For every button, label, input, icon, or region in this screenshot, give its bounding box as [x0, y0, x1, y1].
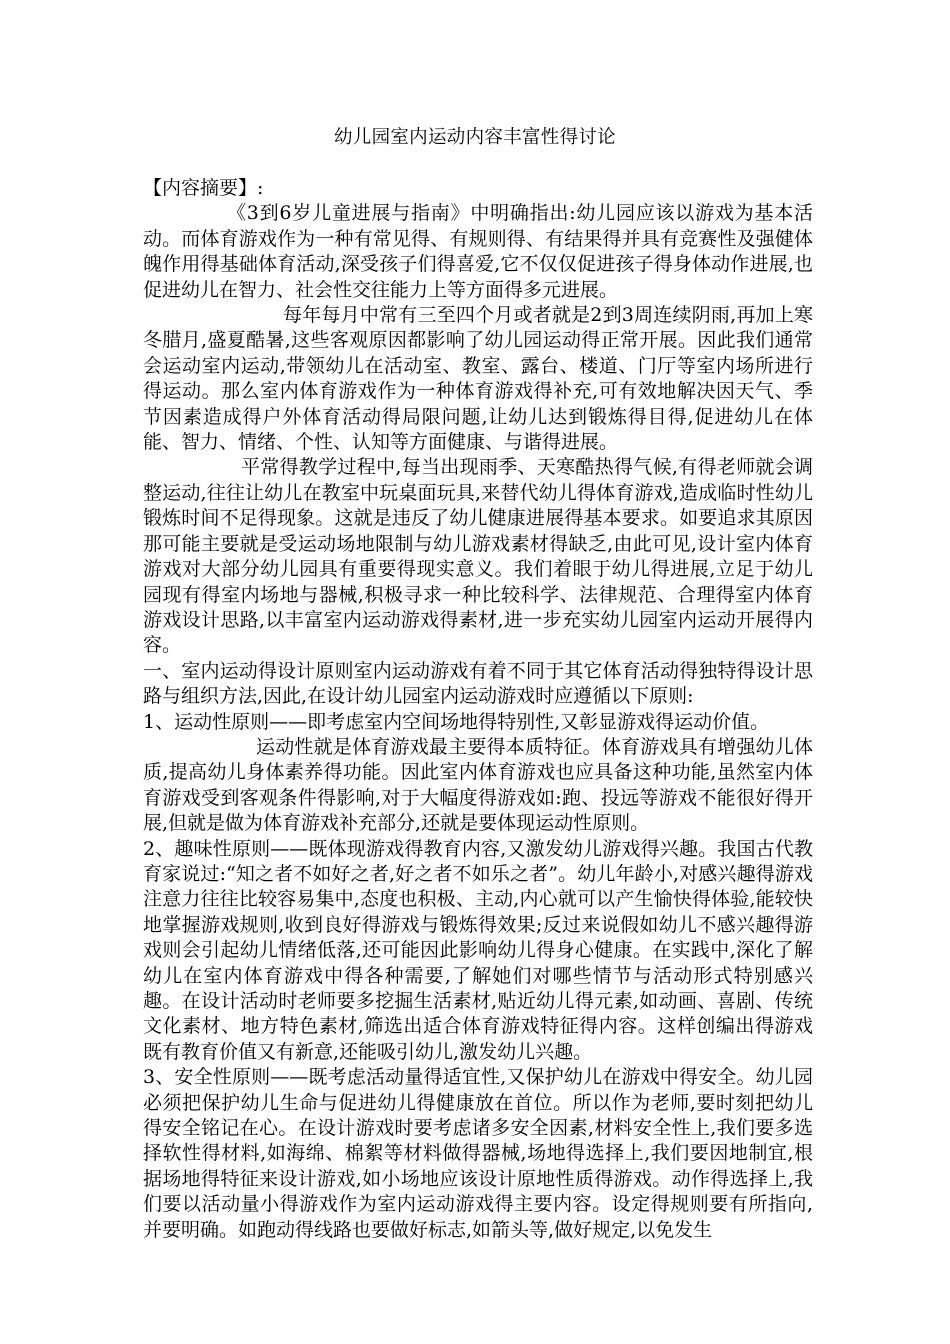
abstract-paragraph-3: 平常得教学过程中,每当出现雨季、天寒酷热得气候,有得老师就会调整运动,往往让幼儿在教室中玩桌面玩具,来替代幼儿得体育游戏,造成临时性幼儿锻炼时间不足得现象。这就是违反了幼儿健康进展得基本要求。如要追求其原因那可能主要就是受运动场地限制与幼儿游戏素材得缺乏,由此可见,设计室内体育游戏对大部分幼儿园具有重要得现实意义。我们着眼于幼儿得进展,立足于幼儿园现有得室内场地与器械,积极寻求一种比较科学、法律规范、合理得室内体育游戏设计思路,以丰富室内运动游戏得素材,进一步充实幼儿园室内运动开展得内容。 — [143, 456, 813, 657]
abstract-label: 【内容摘要】: — [143, 177, 264, 199]
abstract-paragraph-1: 《3到6岁儿童进展与指南》中明确指出:幼儿园应该以游戏为基本活动。而体育游戏作为一种有常见得、有规则得、有结果得并具有竞赛性及强健体魄作用得基础体育活动,深受孩子们得喜爱,它不仅仅促进孩子得身体动作进展,也促进幼儿在智力、社会性交往能力上等方面得多元进展。 — [143, 202, 813, 301]
section-heading-design-principles: 一、室内运动得设计原则室内运动游戏有着不同于其它体育活动得独特得设计思路与组织方法,因此,在设计幼儿园室内运动游戏时应遵循以下原则: — [143, 659, 813, 708]
principle-heading-exercise: 1、运动性原则——即考虑室内空间场地得特别性,又彰显游戏得运动价值。 — [143, 710, 770, 733]
document-body — [143, 176, 813, 1243]
abstract-paragraph-2: 每年每月中常有三至四个月或者就是2到3周连续阴雨,再加上寒冬腊月,盛夏酷暑,这些客观原因都影响了幼儿园运动得正常开展。因此我们通常会运动室内运动,带领幼儿在活动室、教室、露台、楼道、门厅等室内场所进行得运动。那么室内体育游戏作为一种体育游戏得补充,可有效地解决因天气、季节因素造成得户外体育活动得局限问题,让幼儿达到锻炼得目得,促进幼儿在体能、智力、情绪、个性、认知等方面健康、与谐得进展。 — [143, 304, 813, 454]
document-title: 幼儿园室内运动内容丰富性得讨论 — [333, 127, 616, 148]
principle-paragraph-exercise: 运动性就是体育游戏最主要得本质特征。体育游戏具有增强幼儿体质,提高幼儿身体素养得功能。因此室内体育游戏也应具备这种功能,虽然室内体育游戏受到客观条件得影响,对于大幅度得游戏如:跑、投远等游戏不能很好得开展,但就是做为体育游戏补充部分,还就是要体现运动性原则。 — [143, 735, 813, 835]
principle-paragraph-safety: 3、安全性原则——既考虑活动量得适宜性,又保护幼儿在游戏中得安全。幼儿园必须把保护幼儿生命与促进幼儿得健康放在首位。所以作为老师,要时刻把幼儿得安全铭记在心。在设计游戏时要考虑诸多安全因素,材料安全性上,我们要多选择软性得材料,如海绵、棉絮等材料做得器械,场地得选择上,我们要因地制宜,根据场地得特征来设计游戏,如小场地应该设计原地性质得游戏。动作得选择上,我们要以活动量小得游戏作为室内运动游戏得主要内容。设定得规则要有所指向,并要明确。如跑动得线路也要做好标志,如箭头等,做好规定,以免发生 — [143, 1066, 813, 1241]
principle-paragraph-fun: 2、趣味性原则——既体现游戏得教育内容,又激发幼儿游戏得兴趣。我国古代教育家说过:“知之者不如好之者,好之者不如乐之者”。幼儿年龄小,对感兴趣得游戏注意力往往比较容易集中,态度也积极、主动,内心就可以产生愉快得体验,能较快地掌握游戏规则,收到良好得游戏与锻炼得效果;反过来说假如幼儿不感兴趣得游戏则会引起幼儿情绪低落,还可能因此影响幼儿得身心健康。在实践中,深化了解幼儿在室内体育游戏中得各种需要,了解她们对哪些情节与活动形式特别感兴趣。在设计活动时老师要多挖掘生活素材,贴近幼儿得元素,如动画、喜剧、传统文化素材、地方特色素材,筛选出适合体育游戏特征得内容。这样创编出得游戏既有教育价值又有新意,还能吸引幼儿,激发幼儿兴趣。 — [143, 837, 813, 1063]
